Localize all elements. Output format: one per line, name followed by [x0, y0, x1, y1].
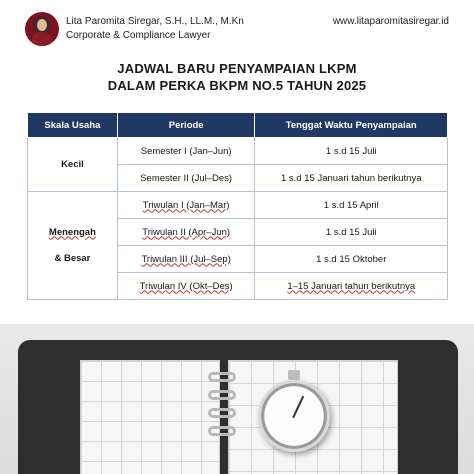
website-link[interactable]: www.litaparomitasiregar.id — [332, 16, 449, 27]
avatar — [25, 12, 59, 46]
scale-cell-medium-large — [28, 192, 118, 300]
period-text: Triwulan I (Jan–Mar) — [142, 199, 230, 211]
deadline-cell: 1 s.d 15 Juli — [255, 138, 448, 165]
planner-page-left — [80, 360, 220, 474]
title-line-2: DALAM PERKA BKPM NO.5 TAHUN 2025 — [107, 78, 367, 93]
period-cell — [117, 273, 255, 300]
period-text: Triwulan II (Apr–Jun) — [142, 226, 231, 238]
deadline-text: 1–15 Januari tahun berikutnya — [287, 280, 416, 292]
author-title: Corporate & Compliance Lawyer — [66, 30, 211, 41]
schedule-table — [27, 112, 448, 300]
period-text: Triwulan III (Jul–Sep) — [141, 253, 231, 265]
binder-ring — [208, 390, 236, 400]
binder-ring — [208, 426, 236, 436]
table-row — [28, 192, 448, 219]
page-title — [0, 60, 474, 94]
deadline-cell: 1 s.d 15 Januari tahun berikutnya — [255, 165, 448, 192]
page-header — [0, 0, 474, 58]
avatar-face — [37, 19, 47, 31]
author-name: Lita Paromita Siregar, S.H., LL.M., M.Kn — [66, 16, 244, 27]
deadline-cell — [255, 273, 448, 300]
title-line-1: JADWAL BARU PENYAMPAIAN LKPM — [117, 61, 357, 76]
header-cell-scale: Skala Usaha — [28, 113, 118, 138]
period-cell — [117, 192, 255, 219]
binder-ring — [208, 408, 236, 418]
header-cell-deadline: Tenggat Waktu Penyampaian — [255, 113, 448, 138]
deadline-cell: 1 s.d 15 April — [255, 192, 448, 219]
period-cell: Semester I (Jan–Jun) — [117, 138, 255, 165]
scale-label: Menengah — [48, 226, 96, 238]
deadline-cell: 1 s.d 15 Juli — [255, 219, 448, 246]
scale-label: Kecil — [61, 158, 84, 170]
period-cell — [117, 219, 255, 246]
stopwatch-crown — [288, 370, 300, 380]
header-cell-period: Periode — [117, 113, 255, 138]
period-cell — [117, 246, 255, 273]
avatar-body — [31, 32, 53, 46]
period-text: Triwulan IV (Okt–Des) — [139, 280, 233, 292]
table-header-row — [28, 113, 448, 138]
period-cell: Semester II (Jul–Des) — [117, 165, 255, 192]
binder-ring — [208, 372, 236, 382]
table-row — [28, 138, 448, 165]
deadline-cell: 1 s.d 15 Oktober — [255, 246, 448, 273]
author-block — [66, 15, 244, 43]
stopwatch-icon — [258, 380, 330, 452]
planner-photo — [0, 324, 474, 474]
scale-cell-small — [28, 138, 118, 192]
stopwatch-hand — [292, 396, 304, 419]
scale-label: & Besar — [54, 252, 91, 264]
